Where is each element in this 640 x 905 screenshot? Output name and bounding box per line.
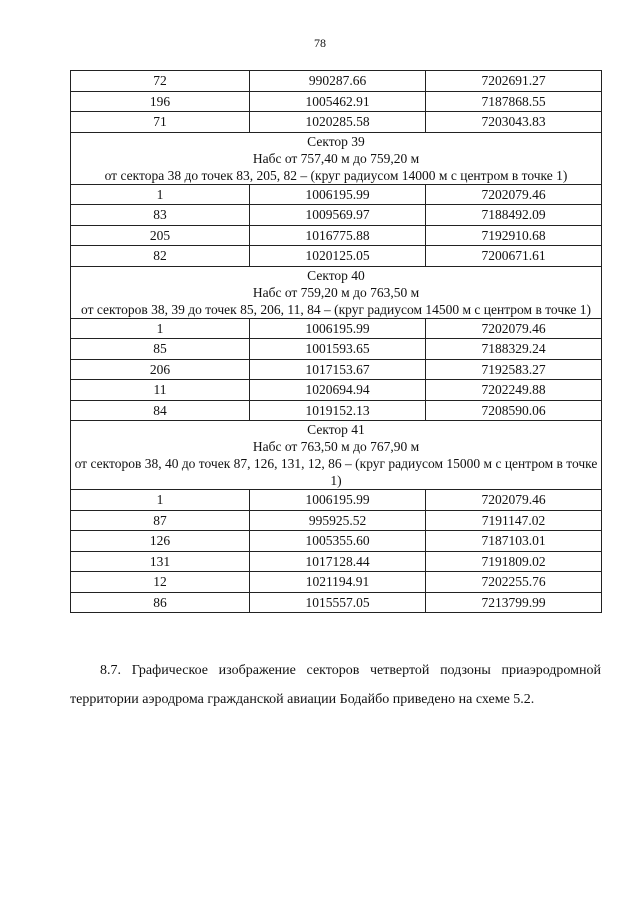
- y-coordinate-cell: 7192583.27: [426, 359, 602, 380]
- table-row: [71, 531, 602, 552]
- point-number-cell: 84: [71, 400, 250, 421]
- x-coordinate-cell: 1005462.91: [250, 91, 426, 112]
- sector-header: [71, 421, 602, 490]
- table-row: [71, 359, 602, 380]
- point-number-cell: 196: [71, 91, 250, 112]
- sector-title: Сектор 39: [307, 133, 365, 149]
- sector-title: Сектор 40: [307, 267, 365, 283]
- table-row: [71, 112, 602, 133]
- y-coordinate-cell: 7187868.55: [426, 91, 602, 112]
- x-coordinate-cell: 1017153.67: [250, 359, 426, 380]
- point-number-cell: 1: [71, 184, 250, 205]
- table-row: [71, 380, 602, 401]
- point-number-cell: 86: [71, 592, 250, 613]
- x-coordinate-cell: 995925.52: [250, 510, 426, 531]
- y-coordinate-cell: 7202079.46: [426, 490, 602, 511]
- x-coordinate-cell: 1006195.99: [250, 184, 426, 205]
- sector-description: от сектора 38 до точек 83, 205, 82 – (круг радиусом 14000 м с центром в точке 1): [104, 167, 568, 183]
- x-coordinate-cell: 1017128.44: [250, 551, 426, 572]
- x-coordinate-cell: 1016775.88: [250, 225, 426, 246]
- sector-height: Набс от 759,20 м до 763,50 м: [252, 284, 420, 300]
- point-number-cell: 83: [71, 205, 250, 226]
- sector-height: Набс от 757,40 м до 759,20 м: [252, 150, 420, 166]
- section-paragraph: 8.7. Графическое изображение секторов четвертой подзоны приаэродромной территории аэродрома гражданской авиации Бодайбо приведено на схеме 5.2.: [70, 663, 601, 707]
- point-number-cell: 1: [71, 318, 250, 339]
- x-coordinate-cell: 1009569.97: [250, 205, 426, 226]
- sector-height: Набс от 763,50 м до 767,90 м: [252, 439, 420, 454]
- y-coordinate-cell: 7202079.46: [426, 318, 602, 339]
- y-coordinate-cell: 7202249.88: [426, 380, 602, 401]
- sector-description: от секторов 38, 40 до точек 87, 126, 131, 12, 86 – (круг радиусом 15000 м с центром в точке 1): [74, 456, 598, 488]
- point-number-cell: 12: [71, 572, 250, 593]
- coordinates-table: [70, 70, 602, 613]
- y-coordinate-cell: 7200671.61: [426, 246, 602, 267]
- sector-description: от секторов 38, 39 до точек 85, 206, 11, 84 – (круг радиусом 14500 м с центром в точке 1): [81, 301, 591, 317]
- table-row: [71, 490, 602, 511]
- point-number-cell: 11: [71, 380, 250, 401]
- table-row: [71, 71, 602, 92]
- x-coordinate-cell: 1021194.91: [250, 572, 426, 593]
- y-coordinate-cell: 7213799.99: [426, 592, 602, 613]
- sector-header-row: [71, 132, 602, 184]
- x-coordinate-cell: 1006195.99: [250, 318, 426, 339]
- sector-header-row: [71, 266, 602, 318]
- point-number-cell: 85: [71, 339, 250, 360]
- x-coordinate-cell: 1020125.05: [250, 246, 426, 267]
- x-coordinate-cell: 1020694.94: [250, 380, 426, 401]
- point-number-cell: 205: [71, 225, 250, 246]
- y-coordinate-cell: 7202255.76: [426, 572, 602, 593]
- y-coordinate-cell: 7192910.68: [426, 225, 602, 246]
- table-row: [71, 592, 602, 613]
- y-coordinate-cell: 7191147.02: [426, 510, 602, 531]
- table-row: [71, 184, 602, 205]
- table-row: [71, 225, 602, 246]
- x-coordinate-cell: 1020285.58: [250, 112, 426, 133]
- sector-header: [71, 266, 602, 318]
- y-coordinate-cell: 7191809.02: [426, 551, 602, 572]
- y-coordinate-cell: 7202079.46: [426, 184, 602, 205]
- table-row: [71, 91, 602, 112]
- table-row: [71, 246, 602, 267]
- y-coordinate-cell: 7208590.06: [426, 400, 602, 421]
- table-row: [71, 205, 602, 226]
- table-row: [71, 572, 602, 593]
- point-number-cell: 82: [71, 246, 250, 267]
- page-number: 78: [314, 36, 326, 50]
- point-number-cell: 131: [71, 551, 250, 572]
- point-number-cell: 126: [71, 531, 250, 552]
- point-number-cell: 1: [71, 490, 250, 511]
- point-number-cell: 87: [71, 510, 250, 531]
- table-row: [71, 339, 602, 360]
- y-coordinate-cell: 7187103.01: [426, 531, 602, 552]
- point-number-cell: 206: [71, 359, 250, 380]
- point-number-cell: 71: [71, 112, 250, 133]
- y-coordinate-cell: 7188492.09: [426, 205, 602, 226]
- point-number-cell: 72: [71, 71, 250, 92]
- y-coordinate-cell: 7202691.27: [426, 71, 602, 92]
- x-coordinate-cell: 1015557.05: [250, 592, 426, 613]
- x-coordinate-cell: 1005355.60: [250, 531, 426, 552]
- y-coordinate-cell: 7203043.83: [426, 112, 602, 133]
- x-coordinate-cell: 990287.66: [250, 71, 426, 92]
- y-coordinate-cell: 7188329.24: [426, 339, 602, 360]
- sector-header-row: [71, 421, 602, 490]
- table-row: [71, 400, 602, 421]
- x-coordinate-cell: 1001593.65: [250, 339, 426, 360]
- table-row: [71, 318, 602, 339]
- x-coordinate-cell: 1006195.99: [250, 490, 426, 511]
- table-row: [71, 510, 602, 531]
- x-coordinate-cell: 1019152.13: [250, 400, 426, 421]
- sector-title: Сектор 41: [307, 422, 365, 437]
- sector-header: [71, 132, 602, 184]
- table-row: [71, 551, 602, 572]
